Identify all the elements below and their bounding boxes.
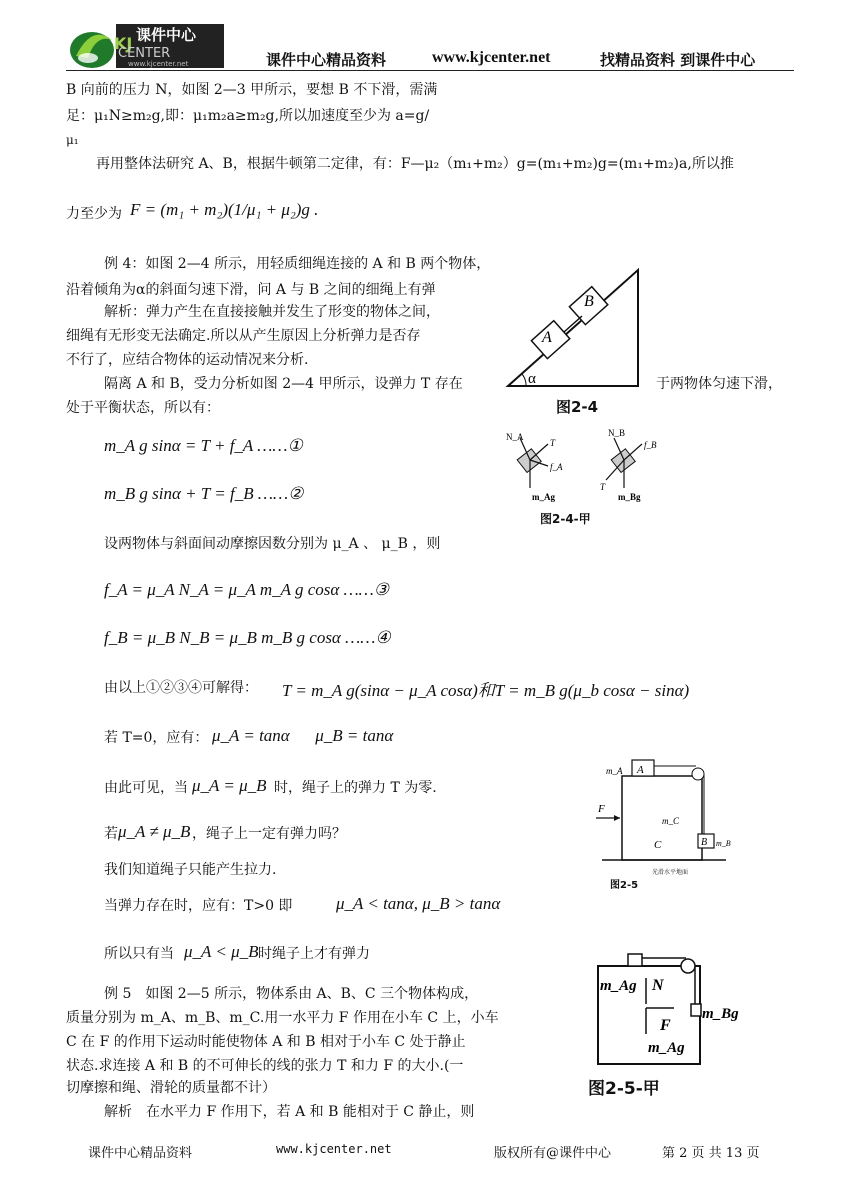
page-number: 第 2 页 共 13 页	[662, 1146, 760, 1161]
text-line: 若	[104, 826, 118, 842]
equation-2: m_B g sinα + T = f_B ……②	[104, 484, 304, 503]
text-line: 时绳子上才有弹力	[258, 946, 370, 962]
header-right-text: 找精品资料 到课件中心	[600, 51, 756, 69]
text-line: 由此可见，当	[104, 780, 188, 796]
label-mC: m_C	[662, 816, 680, 826]
label-NA: N_A	[506, 432, 524, 442]
figure-caption: 图2-4	[556, 398, 599, 416]
ground-label: 光滑水平地面	[652, 869, 689, 876]
label-T2: T	[600, 482, 606, 492]
label-NB: N_B	[608, 428, 626, 438]
text-line: 质量分别为 m_A、m_B、m_C.用一水平力 F 作用在小车 C 上，小车	[66, 1010, 499, 1026]
formula: μ_A ≠ μ_B	[118, 822, 191, 841]
label-mB: m_B	[716, 839, 731, 848]
text-line: B 向前的压力 N，如图 2—3 甲所示，要想 B 不下滑，需满	[66, 82, 438, 98]
formula: μ_A = tanα μ_B = tanα	[212, 726, 394, 745]
label-A: A	[542, 329, 552, 346]
text-line: 足：μ₁N≥m₂g,即：μ₁m₂a≥m₂g,所以加速度至少为 a=g/	[66, 108, 430, 124]
text-line: 例 4：如图 2—4 所示，用轻质细绳连接的 A 和 B 两个物体，	[104, 256, 491, 272]
label-C: C	[654, 839, 662, 851]
label-F: F	[598, 803, 605, 815]
footer-url[interactable]: www.kjcenter.net	[276, 1142, 392, 1156]
label-T: T	[550, 438, 556, 448]
text-line: 不行了，应结合物体的运动情况来分析.	[66, 352, 309, 368]
text-line: 当弹力存在时，应有：T>0 即	[104, 898, 293, 914]
text-line: 力至少为	[66, 206, 122, 222]
label-alpha: α	[528, 371, 536, 387]
figure-2-4-jia	[500, 426, 666, 514]
text-line: 再用整体法研究 A、B，根据牛顿第二定律，有：F—μ₂（m₁+m₂）g=(m₁+m₂)g=(m₁+m₂)a,所以推	[96, 156, 734, 172]
text-line: 若 T=0，应有：	[104, 730, 209, 746]
text-line: 处于平衡状态，所以有：	[66, 400, 220, 416]
figure-caption: 图2-5	[610, 880, 639, 891]
formula: μ_A = μ_B	[192, 776, 267, 795]
label-N: N	[652, 977, 664, 994]
logo-cn: 课件中心	[136, 26, 197, 44]
label-B: B	[701, 837, 708, 848]
text-line: 设两物体与斜面间动摩擦因数分别为 μ_A 、 μ_B ，则	[104, 536, 441, 552]
label-mA: m_A	[606, 766, 623, 776]
formula: μ_A < tanα, μ_B > tanα	[336, 894, 501, 913]
header-rule	[66, 70, 794, 71]
text-line: 我们知道绳子只能产生拉力.	[104, 862, 277, 878]
formula: F = (m₁ + m₂)(1/μ₁ + μ₂)g .	[130, 200, 319, 219]
header-url[interactable]: www.kjcenter.net	[432, 49, 551, 66]
header-logo	[66, 18, 226, 70]
text-line: 隔离 A 和 B，受力分析如图 2—4 甲所示，设弹力 T 存在	[104, 376, 463, 392]
text-line: ，绳子上一定有弹力吗？	[192, 826, 346, 842]
footer-left: 课件中心精品资料	[88, 1146, 193, 1161]
text-line: 切摩擦和绳、滑轮的质量都不计）	[66, 1080, 276, 1096]
label-fB: f_B	[644, 440, 657, 450]
text-line: 细绳有无形变无法确定.所以从产生原因上分析弹力是否存	[66, 328, 421, 344]
formula: μ_A < μ_B	[184, 942, 259, 961]
text-line: μ₁	[66, 133, 79, 147]
logo-kj: KJ	[114, 34, 133, 53]
label-F: F	[660, 1017, 671, 1034]
label-B: B	[584, 293, 594, 310]
text-line: 所以只有当	[104, 946, 174, 962]
text-line: 解析 在水平力 F 作用下，若 A 和 B 能相对于 C 静止，则	[104, 1104, 475, 1120]
text-line: 例 5 如图 2—5 所示，物体系由 A、B、C 三个物体构成，	[104, 986, 479, 1002]
label-mBg: m_Bg	[702, 1006, 739, 1022]
label-mAg2: m_Ag	[648, 1040, 685, 1056]
text-line: 由以上①②③④可解得：	[104, 680, 258, 696]
text-line: 状态.求连接 A 和 B 的不可伸长的线的张力 T 和力 F 的大小.(一	[66, 1058, 464, 1074]
text-line: 沿着倾角为α的斜面匀速下滑，问 A 与 B 之间的细绳上有弹	[66, 282, 436, 298]
label-A: A	[637, 764, 644, 776]
logo-url: www.kjcenter.net	[128, 60, 189, 68]
text-line: C 在 F 的作用下运动时能使物体 A 和 B 相对于小车 C 处于静止	[66, 1034, 466, 1050]
equation-1: m_A g sinα = T + f_A ……①	[104, 436, 303, 455]
footer-copyright: 版权所有@课件中心	[494, 1146, 612, 1161]
text-line: 解析：弹力产生在直接接触并发生了形变的物体之间，	[104, 304, 440, 320]
equation-4: f_B = μ_B N_B = μ_B m_B g cosα ……④	[104, 628, 391, 647]
label-fA: f_A	[550, 462, 563, 472]
label-mAg: m_Ag	[600, 978, 637, 994]
figure-caption: 图2-4-甲	[540, 512, 591, 526]
figure-2-5	[592, 754, 738, 866]
header-left-text: 课件中心精品资料	[266, 51, 387, 69]
figure-caption: 图2-5-甲	[588, 1079, 660, 1099]
logo-center: CENTER	[118, 46, 171, 61]
text-line: 于两物体匀速下滑，	[656, 376, 782, 392]
formula: T = m_A g(sinα − μ_A cosα)和T = m_B g(μ_b cosα − sinα)	[282, 681, 690, 700]
label-mAg: m_Ag	[532, 492, 555, 502]
label-mBg: m_Bg	[618, 492, 641, 502]
equation-3: f_A = μ_A N_A = μ_A m_A g cosα ……③	[104, 580, 390, 599]
figure-2-5-jia	[590, 948, 740, 1070]
text-line: 时，绳子上的弹力 T 为零.	[274, 780, 437, 796]
